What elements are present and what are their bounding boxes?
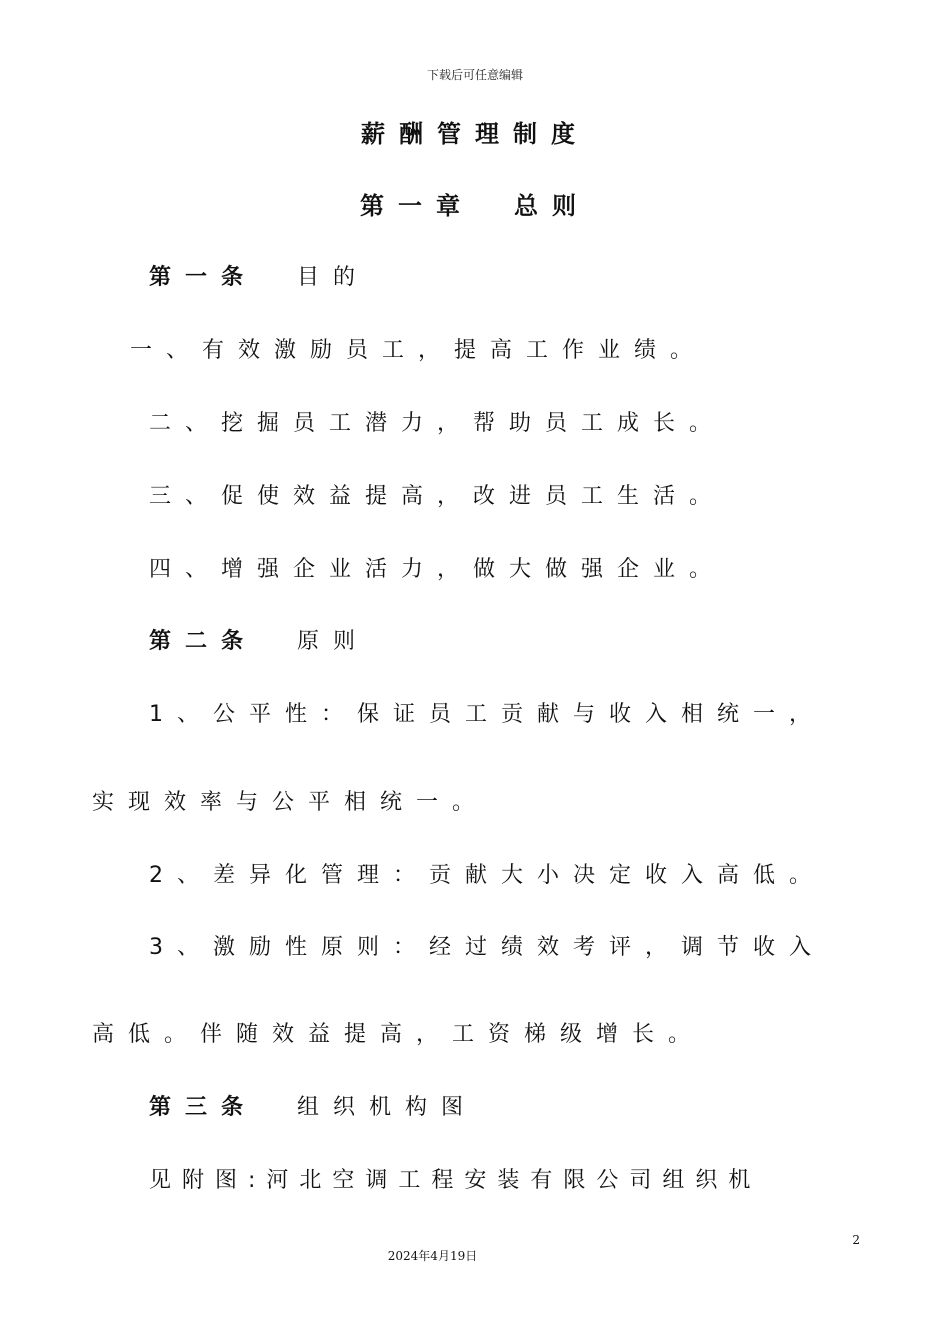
article-2-line: 1、公平性：保证员工贡献与收入相统一， bbox=[149, 702, 825, 727]
article-1-item: 一、有效激励员工，提高工作业绩。 bbox=[130, 338, 707, 363]
page-footer-date: 2024年4月19日 bbox=[387, 1249, 478, 1263]
article-2-label: 第二条 bbox=[149, 629, 258, 654]
article-2-title: 原则 bbox=[297, 629, 370, 654]
article-2-line: 3、激励性原则：经过绩效考评，调节收入 bbox=[149, 935, 825, 960]
article-3-label: 第三条 bbox=[149, 1095, 258, 1120]
article-1-item: 四、增强企业活力，做大做强企业。 bbox=[149, 557, 726, 582]
document-title: 薪酬管理制度 bbox=[361, 120, 589, 148]
chapter-heading bbox=[0, 186, 950, 221]
article-1-label: 第一条 bbox=[149, 265, 258, 290]
article-2-line: 2、差异化管理：贡献大小决定收入高低。 bbox=[149, 863, 825, 888]
article-3-heading bbox=[149, 1090, 477, 1121]
chapter-number: 第一章 bbox=[360, 192, 474, 220]
article-1-title: 目的 bbox=[297, 265, 370, 290]
page-number: 2 bbox=[852, 1233, 860, 1247]
chapter-name: 总则 bbox=[514, 192, 590, 220]
article-3-line: 见附图:河北空调工程安装有限公司组织机 bbox=[149, 1168, 762, 1193]
article-2-line: 实现效率与公平相统一。 bbox=[92, 790, 489, 815]
article-1-item: 二、挖掘员工潜力，帮助员工成长。 bbox=[149, 411, 726, 436]
article-2-line: 高低。伴随效益提高，工资梯级增长。 bbox=[92, 1022, 705, 1047]
article-3-title: 组织机构图 bbox=[297, 1095, 478, 1120]
page-header: 下载后可任意编辑 bbox=[426, 68, 523, 82]
article-1-heading bbox=[149, 260, 369, 291]
article-2-heading bbox=[149, 624, 369, 655]
article-1-item: 三、促使效益提高，改进员工生活。 bbox=[149, 484, 726, 509]
